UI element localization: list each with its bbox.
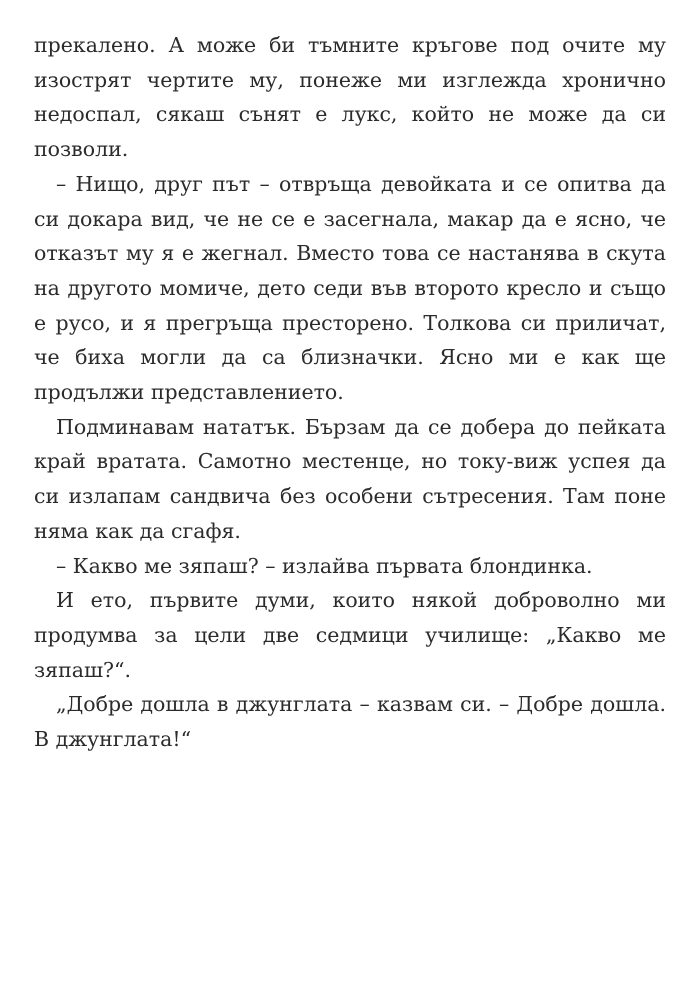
paragraph: И ето, първите думи, които някой доброволно ми продумва за цели две седмици училище: „Какво ме зяпаш?“. [34,588,666,682]
paragraph: – Нищо, друг път – отвръща девойката и се опитва да си докара вид, че не се е засегнала, макар да е ясно, че отказът му я е жегнал. Вместо това се настанява в скута на другото момиче, дето седи във второто кресло и също е русо, и я прегръща престорено. Толкова си приличат, че биха могли да са близначки. Ясно ми е как ще продължи представлението. [34,171,666,405]
paragraph: прекалено. А може би тъмните кръгове под очите му изострят чертите му, понеже ми изглежда хронично недоспал, сякаш сънят е лукс, който не може да си позволи. [34,33,666,162]
paragraph: – Какво ме зяпаш? – излайва първата блондинка. [56,553,593,578]
paragraph: „Добре дошла в джунглата – казвам си. – Добре дошла. В джунглата!“ [34,692,666,752]
paragraph: Подминавам нататък. Бързам да се добера до пейката край вратата. Самотно местенце, но току-виж успея да си излапам сандвича без особени сътресения. Там поне няма как да сгафя. [34,414,666,543]
body-text [34,28,666,757]
